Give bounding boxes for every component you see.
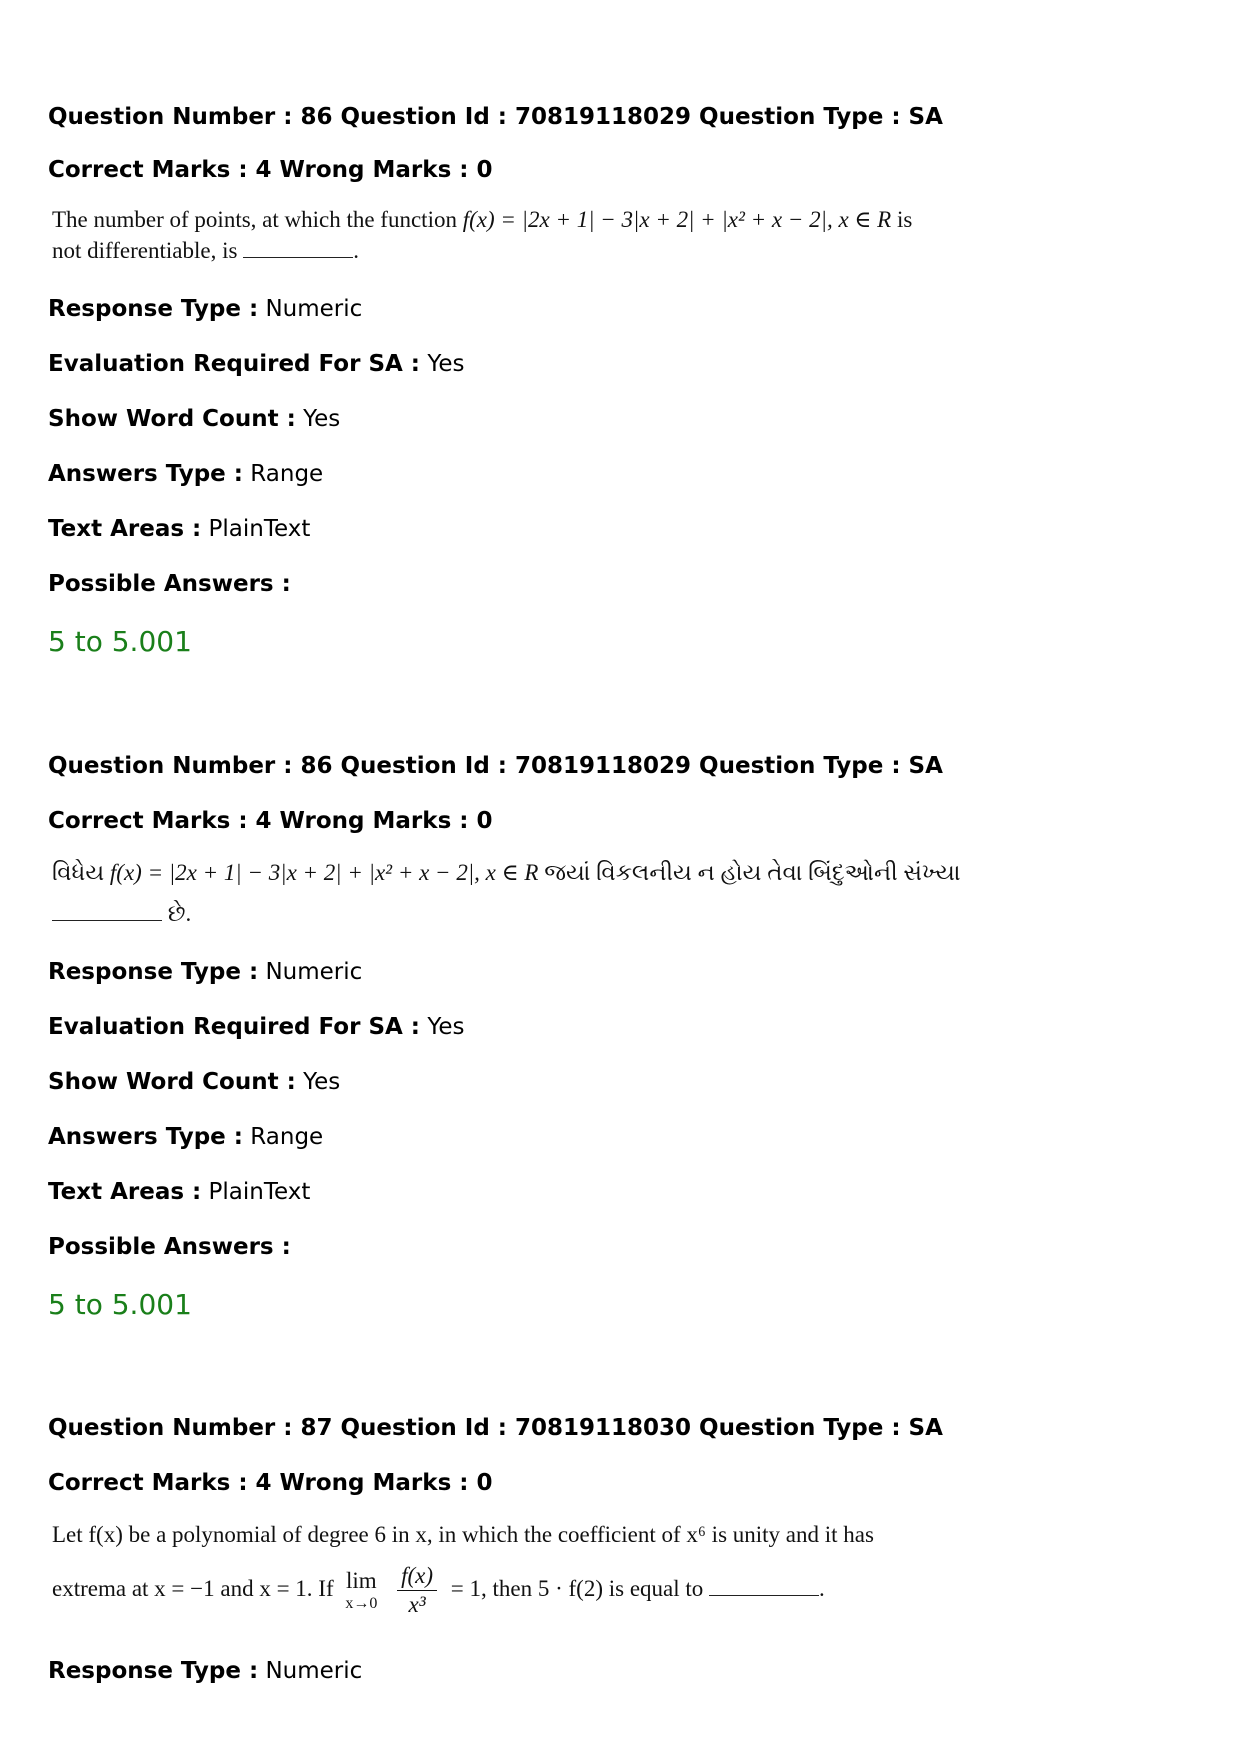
response-type-label: Response Type :: [48, 296, 259, 322]
question-marks: Correct Marks : 4 Wrong Marks : 0: [48, 1470, 493, 1496]
response-type-label: Response Type :: [48, 959, 259, 985]
evaluation-row: [48, 349, 464, 379]
possible-answer: 5 to 5.001: [48, 625, 192, 658]
evaluation-row: [48, 1012, 464, 1042]
word-count-label: Show Word Count :: [48, 406, 296, 432]
fraction-numerator: f(x): [397, 1562, 437, 1591]
response-type-row: [48, 957, 362, 987]
question-text-line2-suffix: = 1, then 5 · f(2) is equal to: [450, 1575, 704, 1601]
question-text-line-2: extrema at x = −1 and x = 1. If lim x→0 $\frac{f(x)}{\text{x³}}$ = 1, then 5 · f(2) is equal to .: [52, 1563, 825, 1617]
text-areas-label: Text Areas :: [48, 516, 202, 542]
question-marks: Correct Marks : 4 Wrong Marks : 0: [48, 157, 493, 183]
question-text: Let f(x) be a polynomial of degree 6 in x, in which the coefficient of x⁶ is unity and it has: [52, 1522, 874, 1547]
text-areas-row: [48, 514, 310, 544]
word-count-row: [48, 404, 340, 434]
question-text-line2: not differentiable, is: [52, 238, 238, 263]
question-expression: f(x) = |2x + 1| − 3|x + 2| + |x² + x − 2|, x ∈ R: [462, 207, 892, 232]
question-header: Question Number : 87 Question Id : 70819118030 Question Type : SA: [48, 1415, 943, 1441]
answer-blank: [243, 239, 353, 258]
question-text-line2: છે.: [167, 901, 192, 926]
fraction-denominator: x³: [408, 1592, 426, 1617]
possible-answer: 5 to 5.001: [48, 1288, 192, 1321]
answer-blank: [709, 1577, 819, 1596]
evaluation-label: Evaluation Required For SA :: [48, 1014, 421, 1040]
response-type-value: Numeric: [265, 296, 363, 322]
limit-subscript: x→0: [345, 1594, 378, 1612]
question-text: [52, 858, 960, 888]
response-type-value: Numeric: [265, 959, 363, 985]
limit-word: lim: [346, 1567, 377, 1593]
text-areas-value: PlainText: [208, 516, 311, 542]
question-text: [52, 205, 912, 235]
response-type-row: [48, 294, 362, 324]
question-text-line-2: not differentiable, is .: [52, 238, 359, 263]
question-header: Question Number : 86 Question Id : 70819118029 Question Type : SA: [48, 104, 943, 130]
response-type-value: Numeric: [265, 1658, 363, 1684]
question-text-suffix: જયાં વિકલનીય ન હોય તેવા બિંદુઓની સંખ્યા: [538, 860, 961, 885]
word-count-row: [48, 1067, 340, 1097]
answers-type-row: [48, 459, 323, 489]
question-text-prefix: વિધેય: [52, 860, 110, 885]
answers-type-value: Range: [250, 461, 324, 487]
fraction: [397, 1562, 437, 1619]
word-count-value: Yes: [303, 406, 341, 432]
question-marks: Correct Marks : 4 Wrong Marks : 0: [48, 808, 493, 834]
question-expression: f(x) = |2x + 1| − 3|x + 2| + |x² + x − 2|, x ∈ R: [109, 860, 539, 885]
answers-type-value: Range: [250, 1124, 324, 1150]
question-text-suffix: is: [891, 207, 913, 232]
possible-answers-label: Possible Answers :: [48, 1234, 291, 1260]
answers-type-row: [48, 1122, 323, 1152]
text-areas-value: PlainText: [208, 1179, 311, 1205]
evaluation-value: Yes: [427, 1014, 465, 1040]
answer-blank: [52, 902, 162, 921]
word-count-value: Yes: [303, 1069, 341, 1095]
answers-type-label: Answers Type :: [48, 1124, 243, 1150]
question-text-line2-prefix: extrema at x = −1 and x = 1. If: [52, 1575, 334, 1601]
word-count-label: Show Word Count :: [48, 1069, 296, 1095]
evaluation-value: Yes: [427, 351, 465, 377]
text-areas-label: Text Areas :: [48, 1179, 202, 1205]
text-areas-row: [48, 1177, 310, 1207]
question-text-line-2: [52, 899, 191, 929]
question-text-prefix: The number of points, at which the function: [52, 207, 463, 232]
evaluation-label: Evaluation Required For SA :: [48, 351, 421, 377]
limit-expression: [345, 1568, 377, 1614]
answers-type-label: Answers Type :: [48, 461, 243, 487]
response-type-label: Response Type :: [48, 1658, 259, 1684]
possible-answers-label: Possible Answers :: [48, 571, 291, 597]
question-header: Question Number : 86 Question Id : 70819118029 Question Type : SA: [48, 753, 943, 779]
response-type-row: [48, 1656, 362, 1686]
